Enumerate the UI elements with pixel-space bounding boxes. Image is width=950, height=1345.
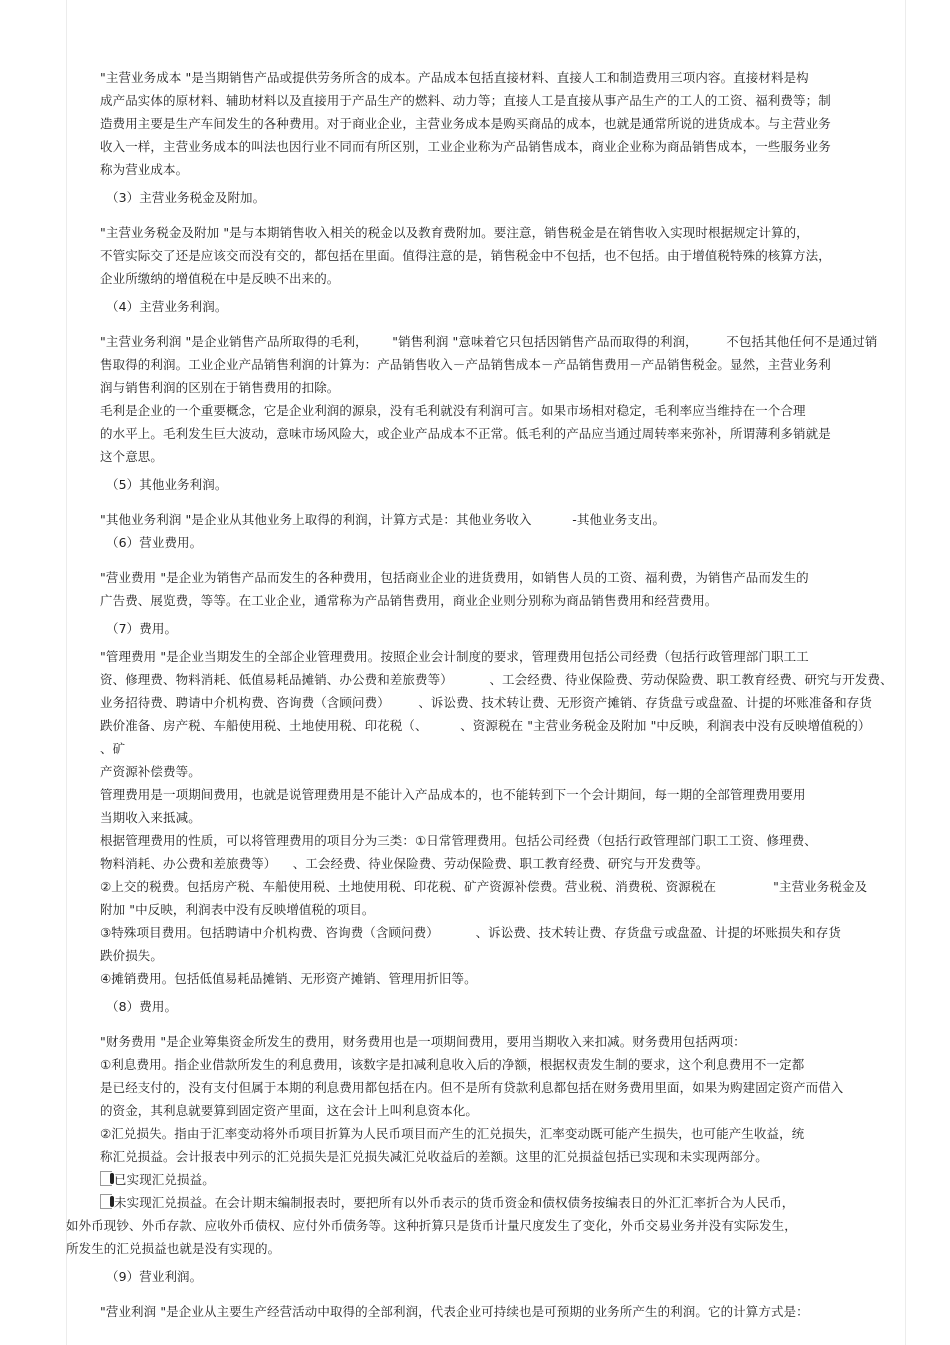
- paragraph: [66, 967, 906, 990]
- line-text: 跌价准备、房产税、车船使用税、土地使用税、印花税（、 、资源税在 "主营业务税金及附加 "中反映，利润表中没有反映增值税的） 、矿: [100, 718, 896, 756]
- text-line: [106, 473, 906, 496]
- section-heading: [66, 531, 906, 554]
- section-heading: [66, 617, 906, 640]
- section-heading: [66, 186, 906, 209]
- text-line: [100, 112, 906, 135]
- line-text: "管理费用 "是企业当期发生的全部企业管理费用。按照企业会计制度的要求，管理费用包括公司经费（包括行政管理部门职工工: [100, 649, 809, 664]
- paragraph: [66, 1214, 906, 1260]
- text-line: [100, 1099, 906, 1122]
- text-line: [106, 531, 906, 554]
- line-text: 所发生的汇兑损益也就是没有实现的。: [66, 1241, 281, 1256]
- paragraph: [66, 66, 906, 181]
- line-text: （4）主营业务利润。: [106, 299, 228, 314]
- line-text: 资、修理费、物料消耗、低值易耗品摊销、办公费和差旅费等） 、工会经费、待业保险费、劳动保险费、职工教育经费、研究与开发费、: [100, 672, 893, 687]
- text-line: [100, 244, 906, 267]
- text-line: [100, 1053, 906, 1076]
- line-text: "营业利润 "是企业从主要生产经营活动中取得的全部利润，代表企业可持续也是可预期的业务所产生的利润。它的计算方式是：: [100, 1304, 809, 1319]
- line-text: 物料消耗、办公费和差旅费等） 、工会经费、待业保险费、劳动保险费、职工教育经费、研究与开发费等。: [100, 856, 709, 871]
- section-heading: [66, 995, 906, 1018]
- text-line: [100, 445, 906, 468]
- text-line: [100, 921, 906, 944]
- line-text: （5）其他业务利润。: [106, 477, 228, 492]
- text-line: [100, 353, 906, 376]
- line-text: 未实现汇兑损益。在会计期末编制报表时，要把所有以外币表示的货币资金和债权债务按编表日的外汇汇率折合为人民币，: [114, 1195, 795, 1210]
- text-line: [106, 295, 906, 318]
- line-text: （6）营业费用。: [106, 535, 203, 550]
- paragraph: [66, 921, 906, 967]
- checkbox-bullet-icon: [100, 1171, 112, 1186]
- text-line: [100, 330, 906, 353]
- line-text: 企业所缴纳的增值税在中是反映不出来的。: [100, 271, 340, 286]
- paragraph: [66, 1030, 906, 1122]
- section-heading: [66, 473, 906, 496]
- line-text: 附加 "中反映，利润表中没有反映增值税的项目。: [100, 902, 375, 917]
- line-text: ①利息费用。指企业借款所发生的利息费用，该数字是扣减利息收入后的净额，根据权责发生制的要求，这个利息费用不一定都: [100, 1057, 805, 1072]
- text-line: [100, 691, 906, 714]
- line-text: （3）主营业务税金及附加。: [106, 190, 266, 205]
- checkbox-bullet-icon: [100, 1194, 112, 1209]
- text-line: [66, 1214, 906, 1237]
- line-text: 称汇兑损益。会计报表中列示的汇兑损失是汇兑损失减汇兑收益后的差额。这里的汇兑损益包括已实现和未实现两部分。: [100, 1149, 768, 1164]
- text-line: [100, 221, 906, 244]
- paragraph: [66, 399, 906, 468]
- paragraph: [66, 1300, 906, 1323]
- text-line: [100, 967, 906, 990]
- text-line: [106, 1265, 906, 1288]
- line-text: 产资源补偿费等。: [100, 764, 201, 779]
- line-text: "主营业务利润 "是企业销售产品所取得的毛利， "销售利润 "意味着它只包括因销售产品而取得的利润， 不包括其他任何不是通过销: [100, 334, 878, 349]
- text-line: [100, 89, 906, 112]
- line-text: 如外币现钞、外币存款、应收外币债权、应付外币债务等。这种折算只是货币计量尺度发生了变化，外币交易业务并没有实际发生，: [66, 1218, 797, 1233]
- text-line: [106, 617, 906, 640]
- text-line: [100, 1076, 906, 1099]
- paragraph: [66, 566, 906, 612]
- paragraph: [66, 508, 906, 531]
- text-line: [106, 186, 906, 209]
- text-line: [100, 714, 906, 760]
- text-line: [66, 1237, 906, 1260]
- text-line: [100, 1168, 906, 1191]
- text-line: [100, 399, 906, 422]
- text-line: [100, 566, 906, 589]
- line-text: 润与销售利润的区别在于销售费用的扣除。: [100, 380, 340, 395]
- line-text: 业务招待费、聘请中介机构费、咨询费（含顾问费） 、诉讼费、技术转让费、无形资产摊销、存货盘亏或盘盈、计提的坏账准备和存货: [100, 695, 872, 710]
- text-line: [100, 1191, 906, 1214]
- text-line: [100, 1300, 906, 1323]
- paragraph: [66, 645, 906, 783]
- line-text: 不管实际交了还是应该交而没有交的，都包括在里面。值得注意的是，销售税金中不包括，也不包括。由于增值税特殊的核算方法，: [100, 248, 831, 263]
- text-line: [100, 1030, 906, 1053]
- text-line: [100, 898, 906, 921]
- paragraph: [66, 330, 906, 399]
- text-line: [100, 829, 906, 852]
- line-text: "财务费用 "是企业筹集资金所发生的费用，财务费用也是一项期间费用，要用当期收入来扣减。财务费用包括两项：: [100, 1034, 746, 1049]
- section-heading: [66, 295, 906, 318]
- text-line: [100, 66, 906, 89]
- text-line: [100, 806, 906, 829]
- line-text: 是已经支付的，没有支付但属于本期的利息费用都包括在内。但不是所有贷款利息都包括在财务费用里面，如果为购建固定资产而借入: [100, 1080, 844, 1095]
- line-text: "主营业务成本 "是当期销售产品或提供劳务所含的成本。产品成本包括直接材料、直接人工和制造费用三项内容。直接材料是构: [100, 70, 809, 85]
- line-text: 收入一样，主营业务成本的叫法也因行业不同而有所区别，工业企业称为产品销售成本，商业企业称为商品销售成本，一些服务业务: [100, 139, 831, 154]
- line-text: 跌价损失。: [100, 948, 164, 963]
- text-line: [100, 376, 906, 399]
- line-text: （8）费用。: [106, 999, 178, 1014]
- text-line: [100, 944, 906, 967]
- document-body: [66, 66, 906, 1323]
- paragraph: [66, 829, 906, 875]
- paragraph: [66, 1122, 906, 1168]
- line-text: （7）费用。: [106, 621, 178, 636]
- line-text: 毛利是企业的一个重要概念，它是企业利润的源泉，没有毛利就没有利润可言。如果市场相对稳定，毛利率应当维持在一个合理: [100, 403, 806, 418]
- line-text: 的资金，其利息就要算到固定资产里面，这在会计上叫利息资本化。: [100, 1103, 479, 1118]
- paragraph: [66, 221, 906, 290]
- text-line: [106, 995, 906, 1018]
- text-line: [100, 852, 906, 875]
- line-text: 当期收入来抵减。: [100, 810, 201, 825]
- line-text: ④摊销费用。包括低值易耗品摊销、无形资产摊销、管理用折旧等。: [100, 971, 477, 986]
- text-line: [100, 1145, 906, 1168]
- text-line: [100, 422, 906, 445]
- text-line: [100, 668, 906, 691]
- line-text: 广告费、展览费，等等。在工业企业，通常称为产品销售费用，商业企业则分别称为商品销售费用和经营费用。: [100, 593, 718, 608]
- line-text: "其他业务利润 "是企业从其他业务上取得的利润，计算方式是：其他业务收入 -其他业务支出。: [100, 512, 666, 527]
- line-text: ②上交的税费。包括房产税、车船使用税、土地使用税、印花税、矿产资源补偿费。营业税、消费税、资源税在 "主营业务税金及: [100, 879, 868, 894]
- line-text: 售取得的利润。工业企业产品销售利润的计算为：产品销售收入－产品销售成本－产品销售费用－产品销售税金。显然，主营业务利: [100, 357, 831, 372]
- text-line: [100, 645, 906, 668]
- line-text: 这个意思。: [100, 449, 164, 464]
- bullet-item: [66, 1168, 906, 1191]
- text-line: [100, 508, 906, 531]
- line-text: 成产品实体的原材料、辅助材料以及直接用于产品生产的燃料、动力等；直接人工是直接从事产品生产的工人的工资、福利费等；制: [100, 93, 831, 108]
- line-text: "营业费用 "是企业为销售产品而发生的各种费用，包括商业企业的进货费用，如销售人员的工资、福利费，为销售产品而发生的: [100, 570, 809, 585]
- text-line: [100, 158, 906, 181]
- bullet-item: [66, 1191, 906, 1214]
- line-text: 的水平上。毛利发生巨大波动，意味市场风险大，或企业产品成本不正常。低毛利的产品应当通过周转率来弥补，所谓薄利多销就是: [100, 426, 831, 441]
- line-text: 称为营业成本。: [100, 162, 189, 177]
- line-text: （9）营业利润。: [106, 1269, 203, 1284]
- line-text: "主营业务税金及附加 "是与本期销售收入相关的税金以及教育费附加。要注意，销售税金是在销售收入实现时根据规定计算的，: [100, 225, 809, 240]
- text-line: [100, 589, 906, 612]
- line-text: ②汇兑损失。指由于汇率变动将外币项目折算为人民币项目而产生的汇兑损失，汇率变动既可能产生损失，也可能产生收益，统: [100, 1126, 805, 1141]
- text-line: [100, 1122, 906, 1145]
- line-text: 根据管理费用的性质，可以将管理费用的项目分为三类：①日常管理费用。包括公司经费（包括行政管理部门职工工资、修理费、: [100, 833, 817, 848]
- line-text: 管理费用是一项期间费用，也就是说管理费用是不能计入产品成本的，也不能转到下一个会计期间，每一期的全部管理费用要用: [100, 787, 806, 802]
- text-line: [100, 135, 906, 158]
- line-text: 造费用主要是生产车间发生的各种费用。对于商业企业，主营业务成本是购买商品的成本，也就是通常所说的进货成本。与主营业务: [100, 116, 831, 131]
- paragraph: [66, 875, 906, 921]
- section-heading: [66, 1265, 906, 1288]
- line-text: 已实现汇兑损益。: [114, 1172, 215, 1187]
- line-text: ③特殊项目费用。包括聘请中介机构费、咨询费（含顾问费） 、诉讼费、技术转让费、存货盘亏或盘盈、计提的坏账损失和存货: [100, 925, 841, 940]
- paragraph: [66, 783, 906, 829]
- text-line: [100, 760, 906, 783]
- text-line: [100, 267, 906, 290]
- text-line: [100, 783, 906, 806]
- text-line: [100, 875, 906, 898]
